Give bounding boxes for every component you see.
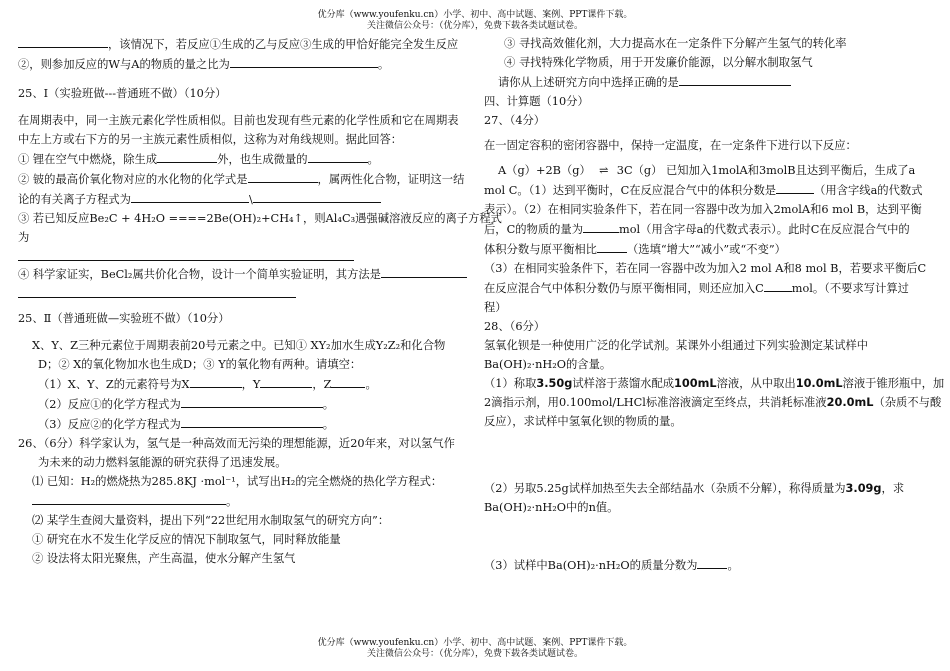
left-column — [18, 34, 502, 568]
right-column — [484, 34, 945, 575]
text: （选填“增大”“减小”或“不变”） — [626, 243, 786, 256]
text-line: ① 研究在水不发生化学反应的情况下制取氢气，同时释放能量 — [32, 533, 341, 546]
answer-blank — [18, 284, 296, 298]
answer-blank — [764, 278, 792, 292]
header-line-2: 关注微信公众号：（优分库），免费下载各类试题试卷。 — [366, 21, 583, 31]
answer-blank — [32, 491, 226, 505]
text-line: 在周期表中，同一主族元素化学性质相似。目前也发现有些元素的化学性质和它在周期表 — [18, 114, 459, 127]
text: ④ 科学家证实，BeCl₂属共价化合物，设计一个简单实验证明，其方法是 — [18, 268, 381, 281]
answer-blank — [597, 239, 627, 253]
text: 溶液，从中取出 — [716, 377, 796, 390]
answer-blank — [260, 374, 312, 388]
answer-blank — [381, 264, 467, 278]
text: （1）X、Y、Z的元素符号为X — [38, 378, 190, 391]
text: mol（用含字母a的代数式表示）。此时C在反应混合气中的 — [619, 223, 910, 236]
text: 后，C的物质的量为 — [484, 223, 584, 236]
text-line: 26、（6分）科学家认为，氢气是一种高效而无污染的理想能源，近20年来，对以氢气作 — [18, 437, 455, 450]
header-line-1: 优分库（www.youfenku.cn）小学、初中、高中试题、案例、PPT课件下载。 — [317, 10, 633, 20]
answer-blank — [697, 555, 727, 569]
text-line — [484, 479, 934, 498]
text-line: D；② X的氧化物加水也生成D；③ Y的氧化物有两种。请填空： — [38, 358, 362, 371]
question-title: 27、（4分） — [484, 114, 546, 127]
text-line — [484, 393, 942, 412]
text-line: ④ 寻找特殊化学物质，用于开发廉价能源，以分解水制取氢气 — [504, 56, 813, 69]
text: 。 — [367, 153, 379, 166]
text: 。 — [322, 398, 335, 411]
text-line — [484, 219, 934, 239]
answer-blank — [583, 219, 619, 233]
text: 试样溶于蒸馏水配成 — [572, 377, 675, 390]
text-line — [18, 247, 470, 264]
text-line — [18, 54, 470, 74]
text-line: ⑴ 已知：H₂的燃烧热为285.8KJ ·mol⁻¹，试写出H₂的完全燃烧的热化学方程式： — [32, 475, 443, 488]
text: 在反应混合气中体积分数仍与原平衡相同，则还应加入C — [484, 282, 764, 295]
text-line — [484, 180, 934, 200]
text: （3）试样中Ba(OH)₂·nH₂O的质量分数为 — [484, 559, 698, 572]
text-line: （3）在相同实验条件下，若在同一容器中改为加入2 mol A和8 mol B，若要求平衡后C — [484, 262, 927, 275]
text-line: ③ 寻找高效催化剂，大力提高水在一定条件下分解产生氢气的转化率 — [504, 37, 847, 50]
text-line: 为 — [18, 231, 30, 244]
text-line — [484, 374, 945, 393]
text: 。 — [322, 418, 335, 431]
text: mol C。（1）达到平衡时，C在反应混合气中的体积分数是 — [484, 184, 777, 197]
text-line — [18, 149, 470, 169]
text-line — [18, 491, 470, 511]
text-line: 表示）。（2）在相同实验条件下，若在同一容器中改为加入2molA和6 mol B，达到平衡 — [484, 203, 922, 216]
answer-blank — [308, 149, 368, 163]
text-line — [18, 284, 470, 301]
answer-blank — [253, 189, 381, 203]
text-line — [18, 264, 470, 284]
answer-blank — [190, 374, 242, 388]
text: 3.09g — [845, 482, 882, 495]
text: 。 — [365, 378, 377, 391]
answer-blank — [331, 374, 365, 388]
answer-blank — [181, 414, 323, 428]
answer-blank — [230, 54, 378, 68]
text-line — [484, 555, 934, 575]
footer-line-2: 关注微信公众号：（优分库），免费下载各类试题试卷。 — [366, 649, 583, 659]
text-line — [484, 239, 934, 259]
text-line: ⑵ 某学生查阅大量资料，提出下列“22世纪用水制取氢气的研究方向”： — [32, 514, 390, 527]
text: 。 — [377, 58, 390, 71]
text: （2）反应①的化学方程式为 — [38, 398, 181, 411]
text: A（g）+2B（g） — [498, 164, 591, 177]
text: 2滴指示剂，用0.100mol/LHCl标准溶液滴定至终点，共消耗标准液 — [484, 396, 827, 409]
page-footer — [0, 638, 950, 660]
text: 100mL — [674, 377, 717, 390]
answer-blank — [157, 149, 217, 163]
text-line: 程） — [484, 301, 507, 314]
text-line — [484, 278, 934, 298]
text: 。 — [727, 559, 739, 572]
text: ，求 — [881, 482, 905, 495]
equilibrium-arrow-icon: ⇌ — [599, 164, 609, 177]
text: mol。（不要求写计算过 — [791, 282, 909, 295]
text-line — [18, 374, 470, 394]
text: ，Y — [241, 378, 261, 391]
text-line: ② 设法将太阳光聚焦，产生高温，使水分解产生氢气 — [32, 552, 296, 565]
text: 请你从上述研究方向中选择正确的是 — [498, 76, 679, 89]
text: ②，则参加反应的W与A的物质的量之比为 — [18, 58, 230, 71]
text: 10.0mL — [795, 377, 843, 390]
text-line: Ba(OH)₂·nH₂O中的n值。 — [484, 501, 619, 514]
footer-line-1: 优分库（www.youfenku.cn）小学、初中、高中试题、案例、PPT课件下载。 — [317, 638, 633, 648]
text: \ — [248, 193, 253, 206]
answer-blank — [18, 247, 354, 261]
answer-blank — [18, 34, 108, 48]
text-line — [484, 72, 934, 92]
text-line: 中左上方或右下方的另一主族元素性质相似，这称为对角线规则。据此回答： — [18, 133, 403, 146]
text-line: 氢氧化钡是一种使用广泛的化学试剂。某课外小组通过下列实验测定某试样中 — [484, 339, 869, 352]
text-line — [18, 189, 470, 209]
text-line: ③ 若已知反应Be₂C + 4H₂O ====2Be(OH)₂+CH₄↑，则Al₄C₃遇强碱溶液反应的离子方程式 — [18, 212, 502, 225]
text: ，Z — [312, 378, 332, 391]
text-line — [18, 169, 470, 189]
text: ② 铍的最高价氧化物对应的水化物的化学式是 — [18, 173, 248, 186]
question-title: 25、Ⅱ（普通班做—实验班不做）（10分） — [18, 312, 230, 325]
text: ，属两性化合物，证明这一结 — [317, 173, 465, 186]
text-line — [484, 161, 934, 180]
text-line: 在一固定容积的密闭容器中，保持一定温度，在一定条件下进行以下反应： — [484, 139, 857, 152]
text: （2）另取5.25g试样加热至失去全部结晶水（杂质不分解），称得质量为 — [484, 482, 846, 495]
text: 论的有关离子方程式为 — [18, 193, 131, 206]
text-line: 为未来的动力燃料氢能源的研究获得了迅速发展。 — [38, 456, 287, 469]
text: 3C（g） 已知加入1molA和3molB且达到平衡后，生成了a — [616, 164, 916, 177]
section-title: 四、计算题（10分） — [484, 95, 589, 108]
text: 体积分数与原平衡相比 — [484, 243, 597, 256]
text: 外，也生成微量的 — [217, 153, 308, 166]
text-line — [18, 394, 470, 414]
answer-blank — [181, 394, 323, 408]
text: 3.50g — [536, 377, 573, 390]
text: 20.0mL — [826, 396, 874, 409]
question-title: 25、Ⅰ（实验班做---普通班不做）（10分） — [18, 87, 227, 100]
text: ，该情况下，若反应①生成的乙与反应③生成的甲恰好能完全发生反应 — [108, 38, 459, 51]
text-line: 反应），求试样中氢氧化钡的物质的量。 — [484, 415, 682, 428]
page-header — [0, 10, 950, 32]
text: ① 锂在空气中燃烧，除生成 — [18, 153, 158, 166]
answer-blank — [248, 169, 318, 183]
question-title: 28、（6分） — [484, 320, 546, 333]
answer-blank — [679, 72, 791, 86]
text-line — [18, 34, 470, 54]
text-line: X、Y、Z三种元素位于周期表前20号元素之中。已知① XY₂加水生成Y₂Z₂和化合物 — [32, 339, 446, 352]
text: （杂质不与酸 — [873, 396, 942, 409]
text: 溶液于锥形瓶中，加 — [842, 377, 945, 390]
answer-blank — [131, 189, 249, 203]
text: 。 — [226, 495, 238, 508]
text-line — [18, 414, 470, 434]
text: （1）称取 — [484, 377, 537, 390]
text-line: Ba(OH)₂·nH₂O的含量。 — [484, 358, 612, 371]
text: （3）反应②的化学方程式为 — [38, 418, 181, 431]
answer-blank — [776, 180, 814, 194]
text: （用含字线a的代数式 — [814, 184, 923, 197]
